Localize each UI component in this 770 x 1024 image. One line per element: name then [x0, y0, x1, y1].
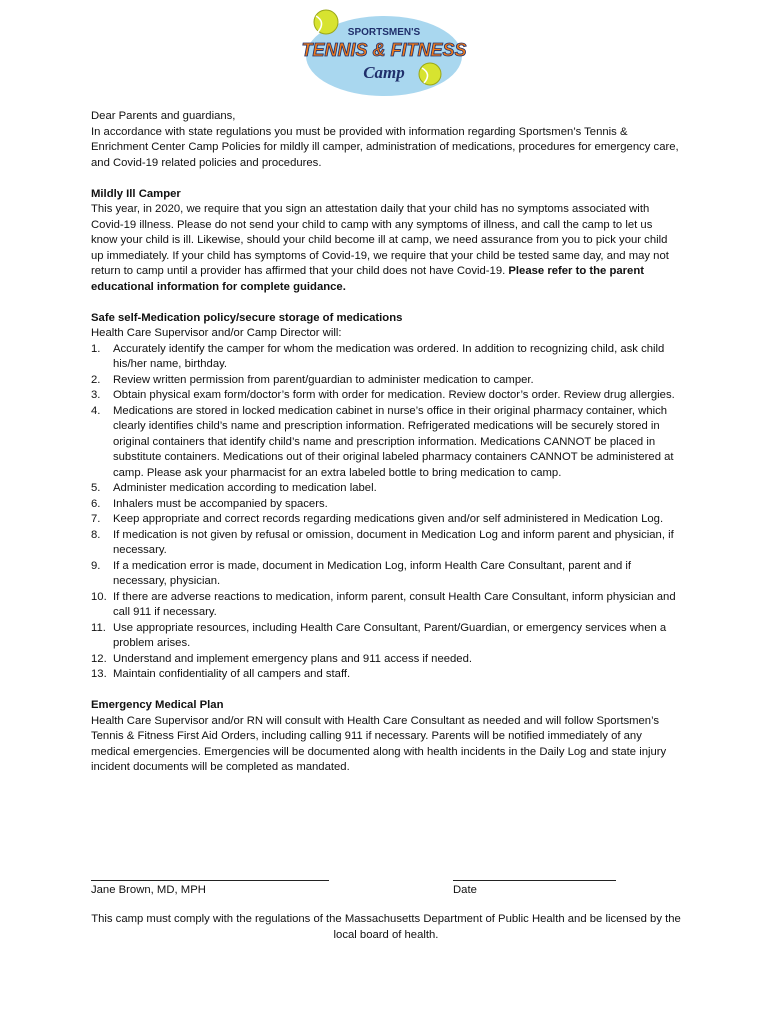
list-item-number: 8.: [91, 528, 101, 541]
list-item-text: Review written permission from parent/guardian to administer medication to camper.: [113, 373, 534, 386]
mildly-ill-body: This year, in 2020, we require that you sign an attestation daily that your child has no symptoms associated with Covid-19 illness. Please do not send your child to camp with any symptoms of illness, and call the camp to let us know your child is ill. Likewise, should your child become ill at camp, we need assurance from you to pick your child up immediately. If your child has symptoms of Covid-19, we require that your child be tested same day, and may not return to camp until a provider has affirmed that your child does not have Covid-19.: [91, 203, 669, 277]
signer-name: Jane Brown, MD, MPH: [91, 884, 206, 896]
emergency-paragraph: Health Care Supervisor and/or RN will consult with Health Care Consultant as needed and will follow Sportsmen’s Tennis & Fitness First Aid Orders, including calling 911 if necessary. Parents will be notified immediately of any medical emergencies. Emergencies will be documented along with health incidents in the Daily Log and state injury incident documents will be completed as mandated.: [91, 714, 667, 773]
date-line: [453, 880, 616, 881]
list-item-text: Understand and implement emergency plans and 911 access if needed.: [113, 652, 473, 665]
signature-block: [91, 872, 681, 902]
list-item-number: 2.: [91, 373, 101, 386]
list-item-number: 1.: [91, 342, 101, 355]
list-item-text: Use appropriate resources, including Health Care Consultant, Parent/Guardian, or emergency services when a problem arises.: [113, 621, 667, 649]
list-item-number: 3.: [91, 389, 101, 401]
mildly-ill-heading: Mildly Ill Camper: [91, 187, 181, 200]
list-item-text: If a medication error is made, document in Medication Log, inform Health Care Consultant, parent and if necessary, physician.: [113, 559, 632, 587]
list-item-number: 9.: [91, 559, 101, 572]
intro-paragraph: In accordance with state regulations you must be provided with information regarding Sportsmen’s Tennis & Enrichment Center Camp Policies for mildly ill camper, administration of medications, procedures for emergency care, and Covid-19 related policies and procedures.: [91, 125, 679, 169]
list-item: [91, 404, 681, 482]
medication-list: [91, 342, 681, 683]
list-item-text: Obtain physical exam form/doctor’s form with order for medication. Review doctor’s order. Review drug allergies.: [113, 389, 675, 401]
list-item-number: 7.: [91, 513, 101, 525]
list-item-text: Accurately identify the camper for whom the medication was ordered. In addition to recognizing child, ask child his/her name, birthday.: [113, 342, 665, 370]
list-item-number: 12.: [91, 652, 107, 665]
list-item: [91, 342, 681, 373]
list-item: [91, 621, 681, 652]
logo-line-1: SPORTSMEN'S: [347, 27, 421, 38]
list-item-text: Inhalers must be accompanied by spacers.: [113, 497, 328, 510]
greeting: Dear Parents and guardians,: [91, 110, 236, 122]
mildly-ill-paragraph: [91, 202, 681, 295]
list-item-number: 6.: [91, 497, 101, 510]
list-item: [91, 388, 681, 404]
list-item: [91, 667, 681, 683]
logo-line-2: TENNIS & FITNESS: [301, 40, 467, 60]
footer-note: This camp must comply with the regulations of the Massachusetts Department of Public Health and be licensed by the local board of health.: [91, 913, 681, 941]
list-item: [91, 512, 681, 528]
date-label: Date: [453, 884, 477, 896]
tennis-ball-right-icon: [419, 63, 441, 85]
list-item-text: Maintain confidentiality of all campers and staff.: [113, 668, 351, 680]
signature-line: [91, 880, 329, 881]
list-item: [91, 497, 681, 513]
list-item: [91, 590, 681, 621]
medication-intro: Health Care Supervisor and/or Camp Director will:: [91, 327, 342, 339]
list-item-number: 11.: [91, 621, 106, 634]
logo-line-3: Camp: [363, 63, 405, 82]
camp-logo: [296, 8, 472, 98]
list-item-text: Medications are stored in locked medication cabinet in nurse’s office in their original pharmacy container, which clearly identifies child’s name and prescription information. Refrigerated medications will be securely stored in original containers that identify child’s name and prescription information. Medications CANNOT be placed in substitute containers. Medications out of their original labeled pharmacy containers CANNOT be administered at camp. Please ask your pharmacist for an extra labeled bottle to bring medication to camp.: [113, 404, 674, 479]
list-item-number: 10.: [91, 590, 107, 603]
list-item-text: If medication is not given by refusal or omission, document in Medication Log and inform parent and physician, if necessary.: [113, 528, 674, 556]
emergency-heading: Emergency Medical Plan: [91, 699, 224, 711]
list-item: [91, 481, 681, 497]
letter-body: [91, 109, 681, 776]
list-item: [91, 528, 681, 559]
list-item: [91, 652, 681, 668]
mildly-ill-bold-note: Please refer to the parent educational information for complete guidance.: [91, 265, 644, 293]
list-item: [91, 559, 681, 590]
list-item-number: 5.: [91, 482, 101, 494]
list-item-text: Administer medication according to medication label.: [113, 482, 377, 494]
list-item-number: 4.: [91, 404, 101, 417]
list-item: [91, 373, 681, 389]
list-item-number: 13.: [91, 668, 107, 680]
tennis-ball-left-icon: [314, 10, 338, 34]
list-item-text: If there are adverse reactions to medication, inform parent, consult Health Care Consultant, inform physician and call 911 if necessary.: [113, 590, 676, 618]
list-item-text: Keep appropriate and correct records regarding medications given and/or self administered in Medication Log.: [113, 513, 664, 525]
medication-heading: Safe self-Medication policy/secure storage of medications: [91, 311, 403, 324]
